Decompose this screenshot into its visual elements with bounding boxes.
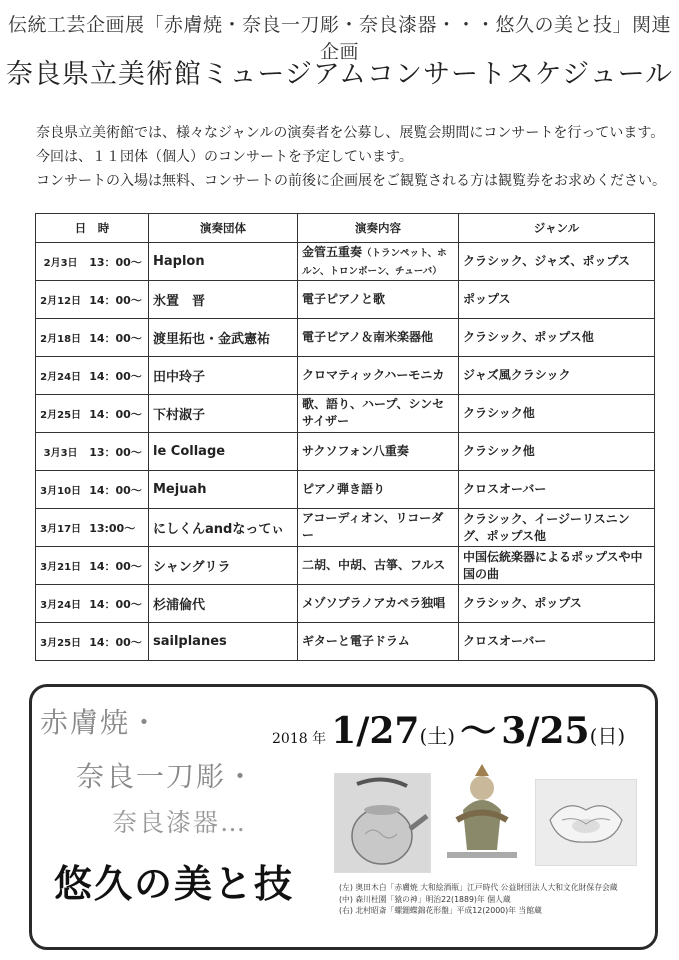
cell-genre: 中国伝統楽器によるポップスや中国の曲 <box>459 547 655 585</box>
exhibit-start-day: (土) <box>419 724 456 748</box>
wood-carving-photo <box>437 760 527 870</box>
cell-content <box>298 509 459 547</box>
cell-time: 14：00～ <box>85 547 148 585</box>
credit-line: (中) 森川杜園「猿の神」明治22(1889)年 個人蔵 <box>339 894 511 904</box>
cell-date: 3月17日 <box>36 509 86 547</box>
content-main: 電子ピアノと歌 <box>302 291 386 306</box>
header-performer: 演奏団体 <box>149 214 298 243</box>
cell-performer: 下村淑子 <box>149 395 298 433</box>
exhibit-title-line3: 奈良漆器… <box>112 808 248 837</box>
exhibition-banner <box>29 684 658 950</box>
content-main: 金管五重奏 <box>302 244 363 259</box>
cell-performer: 杉浦倫代 <box>149 585 298 623</box>
table-row <box>36 471 655 509</box>
table-row <box>36 585 655 623</box>
cell-content <box>298 433 459 471</box>
cell-time: 14：00～ <box>85 319 148 357</box>
cell-date: 3月25日 <box>36 623 86 661</box>
exhibit-title-main: 悠久の美と技 <box>54 861 295 906</box>
exhibit-start-date: 1/27 <box>331 710 420 752</box>
exhibit-title-line1: 赤膚焼・ <box>40 706 161 739</box>
cell-genre: ジャズ風クラシック <box>459 357 655 395</box>
artwork-credits <box>339 882 618 917</box>
cell-content <box>298 319 459 357</box>
cell-date: 2月12日 <box>36 281 86 319</box>
exhibit-date-separator: ～ <box>460 710 497 752</box>
table-row <box>36 433 655 471</box>
credit-line: (左) 奥田木白「赤膚焼 大和絵酒瓶」江戸時代 公益財団法人大和文化財保存会蔵 <box>339 883 618 892</box>
header-datetime: 日 時 <box>36 214 149 243</box>
cell-genre: クロスオーバー <box>459 471 655 509</box>
intro-line: 今回は、１１団体（個人）のコンサートを予定しています。 <box>36 149 413 165</box>
exhibit-end-date: 3/25 <box>501 710 590 752</box>
cell-date: 2月18日 <box>36 319 86 357</box>
cell-genre: クラシック他 <box>459 433 655 471</box>
cell-genre: クラシック、ポップス <box>459 585 655 623</box>
cell-performer: 渡里拓也・金武憲祐 <box>149 319 298 357</box>
cell-performer: le Collage <box>149 433 298 471</box>
cell-date: 2月25日 <box>36 395 86 433</box>
table-row <box>36 509 655 547</box>
page-title: 奈良県立美術館ミュージアムコンサートスケジュール <box>5 59 674 90</box>
cell-performer: sailplanes <box>149 623 298 661</box>
cell-content <box>298 585 459 623</box>
teapot-photo <box>334 773 431 873</box>
concert-schedule-table <box>35 213 655 661</box>
cell-date: 3月21日 <box>36 547 86 585</box>
cell-genre: ポップス <box>459 281 655 319</box>
lacquer-plate-photo <box>535 779 637 866</box>
credit-line: (右) 北村昭斎「螺鈿蝶錦花形盤」平成12(2000)年 当館蔵 <box>339 906 542 915</box>
exhibit-title-line2: 奈良一刀彫・ <box>76 760 257 793</box>
intro-line: コンサートの入場は無料、コンサートの前後に企画展をご観覧される方は観覧券をお求めください。 <box>36 173 666 189</box>
table-row <box>36 547 655 585</box>
cell-time: 13：00～ <box>85 243 148 281</box>
cell-performer: シャングリラ <box>149 547 298 585</box>
cell-date: 2月3日 <box>36 243 86 281</box>
table-row <box>36 281 655 319</box>
cell-date: 3月10日 <box>36 471 86 509</box>
table-row <box>36 357 655 395</box>
content-main: ピアノ弾き語り <box>302 481 386 496</box>
cell-genre: クラシック、ポップス他 <box>459 319 655 357</box>
cell-performer: Mejuah <box>149 471 298 509</box>
cell-content <box>298 243 459 281</box>
table-row <box>36 319 655 357</box>
cell-performer: 田中玲子 <box>149 357 298 395</box>
cell-time: 14：00～ <box>85 395 148 433</box>
exhibit-year: 2018 年 <box>272 731 327 747</box>
cell-content <box>298 547 459 585</box>
header-content: 演奏内容 <box>298 214 459 243</box>
content-main: アコーディオン、リコーダー <box>302 511 444 542</box>
cell-performer: 氷置 晋 <box>149 281 298 319</box>
cell-content <box>298 623 459 661</box>
content-main: メゾソプラノアカペラ独唱 <box>302 595 446 610</box>
content-main: サクソフォン八重奏 <box>302 443 409 458</box>
cell-time: 14：00～ <box>85 585 148 623</box>
table-header-row <box>36 214 655 243</box>
content-note: （トランペット、ホルン、トロンボーン、チューバ） <box>302 247 447 277</box>
cell-genre: クラシック、イージーリスニング、ポップス他 <box>459 509 655 547</box>
content-main: 電子ピアノ＆南米楽器他 <box>302 329 434 344</box>
table-row <box>36 623 655 661</box>
event-subtitle: 伝統工芸企画展「赤膚焼・奈良一刀彫・奈良漆器・・・悠久の美と技」関連企画 <box>7 14 671 63</box>
cell-genre: クロスオーバー <box>459 623 655 661</box>
cell-genre: クラシック他 <box>459 395 655 433</box>
cell-date: 3月24日 <box>36 585 86 623</box>
cell-genre: クラシック、ジャズ、ポップス <box>459 243 655 281</box>
content-main: ギターと電子ドラム <box>302 633 410 648</box>
cell-time: 14：00～ <box>85 281 148 319</box>
table-row <box>36 243 655 281</box>
exhibit-end-day: (日) <box>589 724 626 748</box>
intro-line: 奈良県立美術館では、様々なジャンルの演奏者を公募し、展覧会期間にコンサートを行っています。 <box>36 125 665 141</box>
cell-content <box>298 281 459 319</box>
table-row <box>36 395 655 433</box>
cell-content <box>298 395 459 433</box>
exhibit-dates <box>272 703 625 754</box>
cell-performer: Haplon <box>149 243 298 281</box>
cell-content <box>298 357 459 395</box>
cell-time: 14：00～ <box>85 357 148 395</box>
intro-text <box>36 121 666 193</box>
cell-time: 13：00～ <box>85 433 148 471</box>
cell-time: 14：00～ <box>85 623 148 661</box>
content-main: クロマティックハーモニカ <box>302 367 445 382</box>
cell-performer: にしくんandなってぃ <box>149 509 298 547</box>
content-main: 歌、語り、ハープ、シンセサイザー <box>302 397 445 428</box>
cell-time: 14：00～ <box>85 471 148 509</box>
cell-date: 2月24日 <box>36 357 86 395</box>
header-genre: ジャンル <box>459 214 655 243</box>
cell-date: 3月3日 <box>36 433 86 471</box>
cell-content <box>298 471 459 509</box>
cell-time: 13:00～ <box>85 509 148 547</box>
content-main: 二胡、中胡、古箏、フルス <box>302 557 446 572</box>
